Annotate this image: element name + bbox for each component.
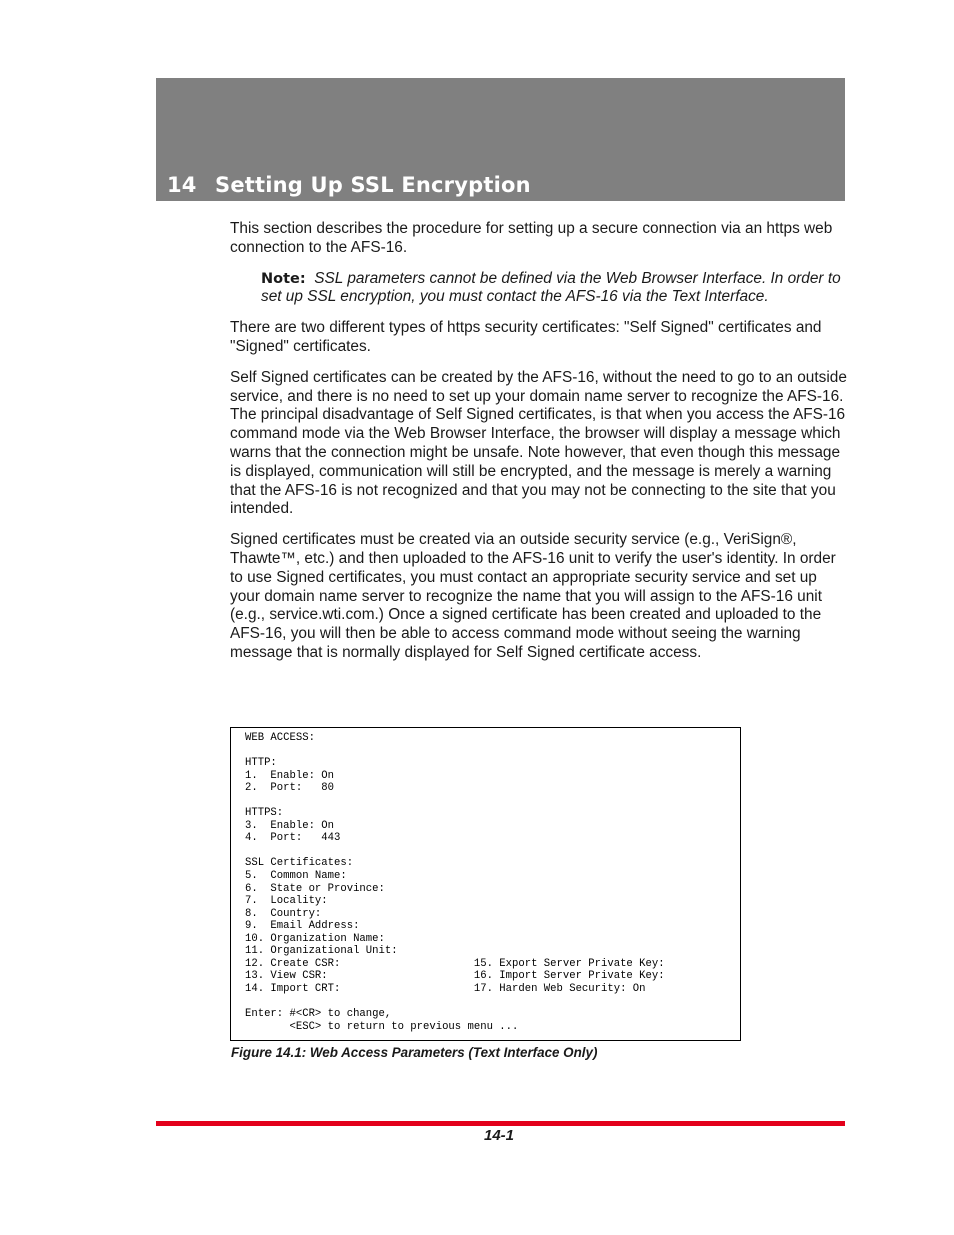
body-text [230,220,848,675]
chapter-banner [156,78,845,201]
terminal-screen-figure [230,727,741,1041]
note-block [261,270,848,308]
footer-rule [156,1121,845,1126]
intro-paragraph: This section describes the procedure for setting up a secure connection via an https web connection to the AFS-16. [230,220,833,256]
certificate-types-paragraph: There are two different types of https security certificates: "Self Signed" certificates and "Signed" certificates. [230,319,822,355]
terminal-screen-text: WEB ACCESS: HTTP: 1. Enable: On 2. Port: 80 HTTPS: 3. Enable: On 4. Port: 443 SSL Certificates: 5. Common Name: 6. State or Province: 7. Locality: 8. Country: 9. Email Address: 10. Organization Name: 11. Organizational Unit: 12. Create CSR: 15. Export Server Private Key: 13. View CSR: 16. Import Server Private Key: 14. Import CRT: 17. Harden Web Security: On Enter: #<CR> to change, <ESC> to return to previous menu ... [245,732,665,1033]
chapter-title [167,173,531,197]
signed-paragraph: Signed certificates must be created via an outside security service (e.g., VeriSign®, Thawte™, etc.) and then uploaded to the AFS-16 unit to verify the user's identity. In order to use Signed certificates, you must contact an appropriate security service and set up your domain name server to recognize the name that you will assign to the AFS-16 unit (e.g., service.wti.com.) Once a signed certificate has been created and uploaded to the AFS-16, you will then be able to access command mode without seeing the warning message that is normally displayed for Self Signed certificate access. [230,531,836,661]
self-signed-paragraph: Self Signed certificates can be created by the AFS-16, without the need to go to an outside service, and there is no need to set up your domain name server to recognize the AFS-16. The principal disadvantage of Self Signed certificates, is that when you access the AFS-16 command mode via the Web Browser Interface, the browser will display a message which warns that the connection might be unsafe. Note however, that even though this message is displayed, communication will still be encrypted, and the message is merely a warning that the AFS-16 is not recognized and that you may not be connecting to the site that you intended. [230,368,847,518]
chapter-number: 14 [167,173,197,197]
page-number: 14-1 [484,1127,515,1144]
note-label: Note: [261,270,306,287]
note-text: SSL parameters cannot be defined via the Web Browser Interface. In order to set up SSL encryption, you must contact the AFS-16 via the Text Interface. [261,269,841,306]
chapter-title-text: Setting Up SSL Encryption [215,173,531,197]
figure-caption: Figure 14.1: Web Access Parameters (Text Interface Only) [231,1045,598,1060]
